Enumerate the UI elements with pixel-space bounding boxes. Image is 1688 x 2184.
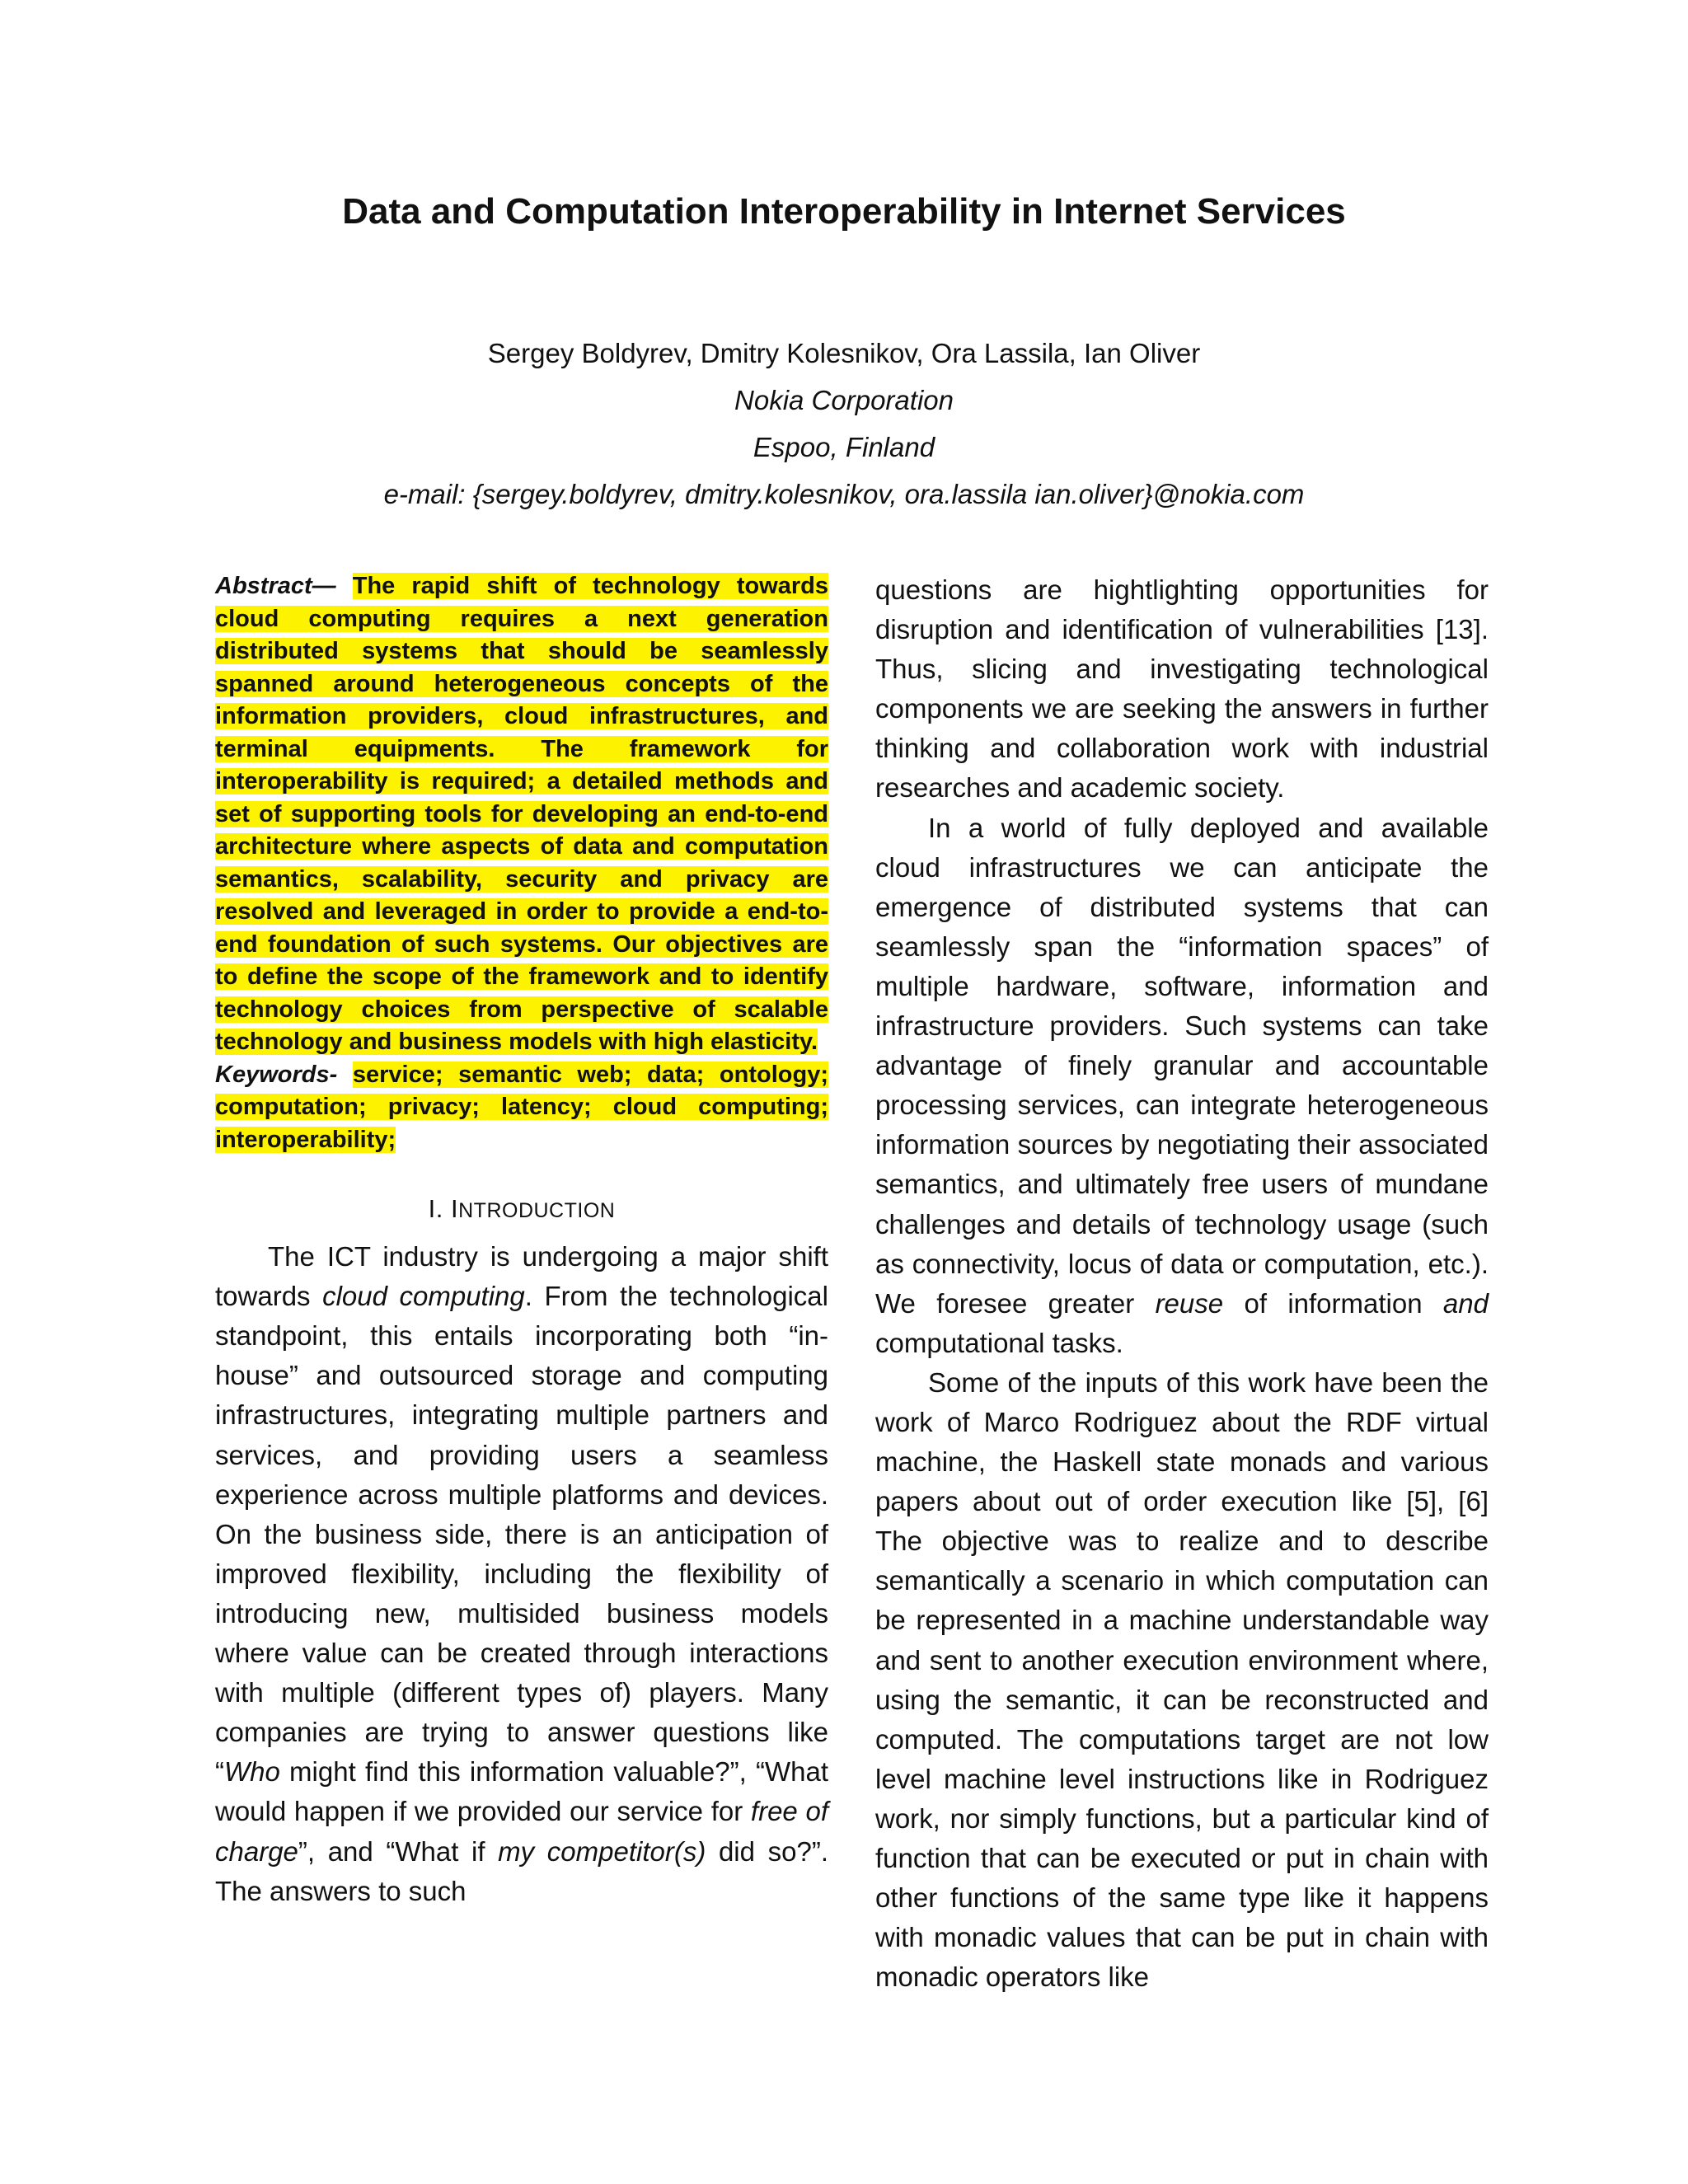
body-emphasis: and	[1442, 1287, 1489, 1319]
author-names: Sergey Boldyrev, Dmitry Kolesnikov, Ora Lassila, Ian Oliver	[487, 338, 1201, 368]
right-paragraph-2	[875, 808, 1489, 1363]
intro-paragraph-1	[215, 1237, 828, 1911]
intro-text: might find this information valuable?”, “What would happen if we provided our service for	[215, 1756, 828, 1827]
author-block	[0, 330, 1688, 518]
body-text: In a world of fully deployed and available cloud infrastructures we can anticipate the emergence of distributed systems that can seamlessly span the “information spaces” of multiple hardware, software, information and infrastructure providers. Such systems can take advantage of finely granular and accountable processing services, can integrate heterogeneous information sources by negotiating their associated semantics, and ultimately free users of mundane challenges and details of technology usage (such as connectivity, locus of data or computation, etc.). We foresee greater	[875, 812, 1489, 1319]
right-paragraph-1: questions are hightlighting opportunities for disruption and identification of vulnerabilities [13]. Thus, slicing and investigating technological components we are seeking the answers in further thinking and collaboration work with industrial researches and academic society.	[875, 574, 1489, 804]
intro-emphasis: my competitor(s)	[498, 1835, 706, 1867]
keywords-text: service; semantic web; data; ontology; computation; privacy; latency; cloud computing; interoperability;	[215, 1061, 828, 1153]
abstract-text: The rapid shift of technology towards cloud computing requires a next generation distributed systems that should be seamlessly spanned around heterogeneous concepts of the information providers, cloud infrastructures, and terminal equipments. The framework for interoperability is required; a detailed methods and set of supporting tools for developing an end-to-end architecture where aspects of data and computation semantics, scalability, security and privacy are resolved and leveraged in order to provide a end-to-end foundation of such systems. Our objectives are to define the scope of the framework and to identify technology choices from perspective of scalable technology and business models with high elasticity.	[215, 573, 828, 1055]
email: e-mail: {sergey.boldyrev, dmitry.kolesnikov, ora.lassila ian.oliver}@nokia.com	[383, 479, 1305, 509]
intro-text: did so?”. The answers to such	[215, 1835, 828, 1906]
location: Espoo, Finland	[753, 432, 935, 462]
intro-text: The ICT industry is undergoing a major shift towards	[215, 1241, 828, 1312]
affiliation: Nokia Corporation	[734, 385, 954, 415]
left-column	[215, 570, 828, 1911]
body-emphasis: reuse	[1155, 1287, 1224, 1319]
right-paragraph-3: Some of the inputs of this work have been the work of Marco Rodriguez about the RDF virtual machine, the Haskell state monads and various papers about out of order execution like [5], [6] The objective was to realize and to describe semantically a scenario in which computation can be represented in a machine understandable way and sent to another execution environment where, using the semantic, it can be reconstructed and computed. The computations target are not low level machine level instructions like in Rodriguez work, nor simply functions, but a particular kind of function that can be executed or put in chain with other functions of the same type like it happens with monadic values that can be put in chain with monadic operators like	[875, 1366, 1489, 1993]
intro-text: . From the technological standpoint, this entails incorporating both “in-house” and outsourced storage and computing infrastructures, integrating multiple partners and services, and providing users a seamless experience across multiple platforms and devices. On the business side, there is an anticipation of improved flexibility, including the flexibility of introducing new, multisided business models where value can be created through interactions with multiple (different types of) players. Many companies are trying to answer questions like “	[215, 1281, 828, 1788]
section-rest: NTRODUCTION	[458, 1199, 616, 1222]
section-number: I.	[428, 1194, 443, 1223]
intro-emphasis: cloud computing	[322, 1281, 525, 1312]
keywords	[215, 1059, 828, 1157]
abstract-lead: Abstract—	[215, 573, 336, 599]
paper-title: Data and Computation Interoperability in Internet Services	[342, 191, 1346, 232]
body-text: of information	[1223, 1287, 1443, 1319]
body-text: computational tasks.	[875, 1327, 1123, 1358]
right-column	[875, 570, 1489, 1997]
section-initial: I	[451, 1194, 459, 1223]
section-heading-introduction	[215, 1189, 828, 1230]
keywords-lead: Keywords-	[215, 1061, 338, 1088]
abstract	[215, 570, 828, 1059]
intro-text: ”, and “What if	[298, 1835, 499, 1867]
intro-emphasis: Who	[224, 1756, 280, 1788]
intro-emphasis: free of charge	[215, 1796, 828, 1867]
